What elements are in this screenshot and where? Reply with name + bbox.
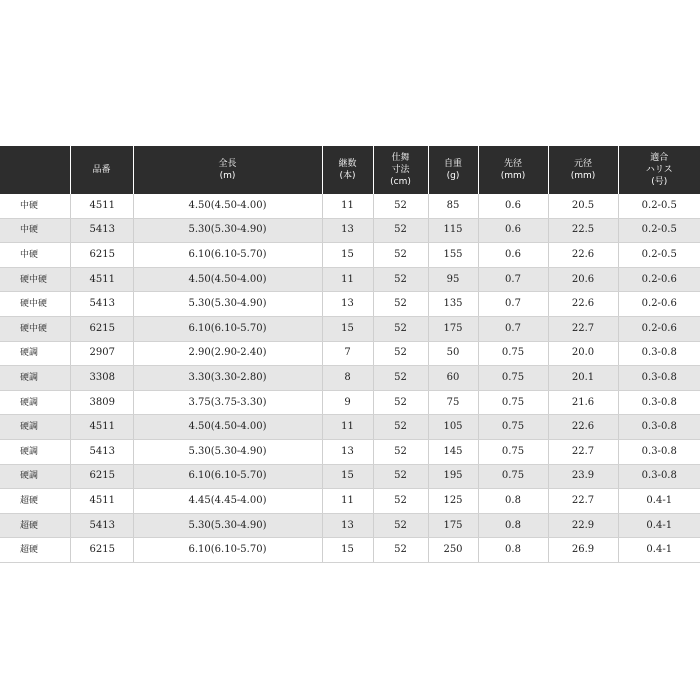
table-row [0, 194, 700, 218]
column-header-sections [322, 146, 373, 194]
column-header-label: 仕舞 [391, 153, 410, 163]
table-row [0, 316, 700, 341]
cell-butt-diameter: 22.7 [548, 316, 618, 341]
cell-total-length: 4.50(4.50-4.00) [133, 267, 322, 292]
cell-total-length: 5.30(5.30-4.90) [133, 513, 322, 538]
cell-model-code: 3308 [70, 366, 133, 391]
cell-line-rating: 0.2-0.5 [618, 243, 700, 268]
table-row [0, 513, 700, 538]
cell-sections: 9 [322, 390, 373, 415]
cell-sections: 11 [322, 267, 373, 292]
cell-butt-diameter: 23.9 [548, 464, 618, 489]
cell-total-length: 4.50(4.50-4.00) [133, 194, 322, 218]
column-header-butt-diameter [548, 146, 618, 194]
cell-sections: 15 [322, 464, 373, 489]
table-row [0, 243, 700, 268]
cell-line-rating: 0.3-0.8 [618, 341, 700, 366]
cell-line-rating: 0.4-1 [618, 513, 700, 538]
cell-total-length: 6.10(6.10-5.70) [133, 243, 322, 268]
column-header-label: 自重 [443, 159, 462, 169]
cell-model-code: 4511 [70, 415, 133, 440]
cell-model-code: 6215 [70, 538, 133, 563]
cell-butt-diameter: 22.6 [548, 243, 618, 268]
cell-sections: 11 [322, 415, 373, 440]
cell-butt-diameter: 22.6 [548, 292, 618, 317]
cell-total-length: 6.10(6.10-5.70) [133, 538, 322, 563]
header-row [0, 146, 700, 194]
cell-tip-diameter: 0.8 [478, 513, 548, 538]
spec-table [0, 146, 700, 563]
cell-sections: 13 [322, 218, 373, 243]
cell-grade: 中硬 [0, 218, 70, 243]
table-row [0, 341, 700, 366]
cell-sections: 11 [322, 194, 373, 218]
cell-tip-diameter: 0.7 [478, 267, 548, 292]
cell-line-rating: 0.4-1 [618, 538, 700, 563]
cell-grade: 硬中硬 [0, 292, 70, 317]
cell-butt-diameter: 20.6 [548, 267, 618, 292]
column-header-closed-length [373, 146, 428, 194]
cell-closed-length: 52 [373, 243, 428, 268]
cell-weight: 105 [428, 415, 478, 440]
column-header-label: 寸法 [391, 165, 410, 175]
cell-line-rating: 0.2-0.6 [618, 267, 700, 292]
cell-model-code: 5413 [70, 292, 133, 317]
cell-grade: 超硬 [0, 513, 70, 538]
cell-butt-diameter: 20.1 [548, 366, 618, 391]
column-header-label: 先径 [503, 159, 522, 169]
cell-sections: 7 [322, 341, 373, 366]
cell-grade: 硬調 [0, 464, 70, 489]
cell-closed-length: 52 [373, 341, 428, 366]
cell-weight: 155 [428, 243, 478, 268]
cell-model-code: 3809 [70, 390, 133, 415]
cell-line-rating: 0.3-0.8 [618, 390, 700, 415]
cell-model-code: 5413 [70, 513, 133, 538]
column-header-total-length [133, 146, 322, 194]
column-header-label: (g) [446, 171, 460, 181]
cell-total-length: 3.30(3.30-2.80) [133, 366, 322, 391]
cell-butt-diameter: 22.7 [548, 489, 618, 514]
cell-model-code: 2907 [70, 341, 133, 366]
cell-line-rating: 0.4-1 [618, 489, 700, 514]
cell-closed-length: 52 [373, 316, 428, 341]
cell-grade: 超硬 [0, 538, 70, 563]
cell-butt-diameter: 22.7 [548, 439, 618, 464]
cell-weight: 85 [428, 194, 478, 218]
cell-tip-diameter: 0.6 [478, 194, 548, 218]
column-header-label: (本) [339, 171, 356, 181]
cell-line-rating: 0.2-0.5 [618, 194, 700, 218]
column-header-label: (号) [651, 177, 668, 187]
cell-weight: 50 [428, 341, 478, 366]
cell-line-rating: 0.3-0.8 [618, 464, 700, 489]
cell-tip-diameter: 0.75 [478, 390, 548, 415]
cell-sections: 15 [322, 243, 373, 268]
cell-weight: 135 [428, 292, 478, 317]
cell-sections: 15 [322, 538, 373, 563]
cell-butt-diameter: 22.9 [548, 513, 618, 538]
table-header [0, 146, 700, 194]
cell-closed-length: 52 [373, 267, 428, 292]
table-row [0, 415, 700, 440]
cell-grade: 硬調 [0, 341, 70, 366]
cell-tip-diameter: 0.6 [478, 218, 548, 243]
cell-line-rating: 0.3-0.8 [618, 366, 700, 391]
column-header-label: (mm) [570, 171, 596, 181]
cell-grade: 硬調 [0, 415, 70, 440]
cell-grade: 硬中硬 [0, 267, 70, 292]
cell-weight: 145 [428, 439, 478, 464]
column-header-line-rating [618, 146, 700, 194]
cell-model-code: 5413 [70, 218, 133, 243]
cell-weight: 75 [428, 390, 478, 415]
table-row [0, 218, 700, 243]
cell-closed-length: 52 [373, 464, 428, 489]
cell-sections: 13 [322, 513, 373, 538]
column-header-label: ハリス [645, 165, 673, 175]
column-header-model-code [70, 146, 133, 194]
column-header-label: 元径 [573, 159, 592, 169]
cell-grade: 中硬 [0, 243, 70, 268]
cell-butt-diameter: 26.9 [548, 538, 618, 563]
cell-sections: 13 [322, 439, 373, 464]
cell-tip-diameter: 0.75 [478, 341, 548, 366]
cell-total-length: 4.50(4.50-4.00) [133, 415, 322, 440]
cell-grade: 硬調 [0, 390, 70, 415]
cell-butt-diameter: 22.6 [548, 415, 618, 440]
cell-total-length: 5.30(5.30-4.90) [133, 439, 322, 464]
column-header-label: 適合 [650, 153, 669, 163]
cell-weight: 60 [428, 366, 478, 391]
cell-closed-length: 52 [373, 366, 428, 391]
cell-grade: 硬調 [0, 439, 70, 464]
cell-model-code: 6215 [70, 243, 133, 268]
table-row [0, 464, 700, 489]
table-body [0, 194, 700, 562]
cell-weight: 175 [428, 316, 478, 341]
cell-tip-diameter: 0.75 [478, 464, 548, 489]
cell-line-rating: 0.2-0.6 [618, 316, 700, 341]
cell-total-length: 5.30(5.30-4.90) [133, 292, 322, 317]
cell-tip-diameter: 0.7 [478, 316, 548, 341]
cell-weight: 175 [428, 513, 478, 538]
cell-tip-diameter: 0.75 [478, 366, 548, 391]
cell-closed-length: 52 [373, 439, 428, 464]
table-row [0, 292, 700, 317]
cell-tip-diameter: 0.8 [478, 489, 548, 514]
cell-closed-length: 52 [373, 390, 428, 415]
cell-butt-diameter: 21.6 [548, 390, 618, 415]
column-header-label: 品番 [92, 165, 111, 175]
column-header-weight [428, 146, 478, 194]
cell-grade: 中硬 [0, 194, 70, 218]
cell-model-code: 4511 [70, 489, 133, 514]
cell-closed-length: 52 [373, 194, 428, 218]
cell-tip-diameter: 0.7 [478, 292, 548, 317]
cell-weight: 125 [428, 489, 478, 514]
cell-weight: 95 [428, 267, 478, 292]
cell-butt-diameter: 20.5 [548, 194, 618, 218]
cell-tip-diameter: 0.75 [478, 439, 548, 464]
cell-grade: 硬調 [0, 366, 70, 391]
column-header-label: (cm) [390, 177, 411, 187]
cell-tip-diameter: 0.6 [478, 243, 548, 268]
table-row [0, 538, 700, 563]
cell-total-length: 3.75(3.75-3.30) [133, 390, 322, 415]
cell-line-rating: 0.2-0.5 [618, 218, 700, 243]
table-row [0, 489, 700, 514]
cell-total-length: 6.10(6.10-5.70) [133, 316, 322, 341]
table-row [0, 390, 700, 415]
cell-total-length: 5.30(5.30-4.90) [133, 218, 322, 243]
cell-model-code: 5413 [70, 439, 133, 464]
cell-grade: 硬中硬 [0, 316, 70, 341]
cell-weight: 250 [428, 538, 478, 563]
cell-weight: 115 [428, 218, 478, 243]
cell-grade: 超硬 [0, 489, 70, 514]
column-header-label: 全長 [218, 159, 237, 169]
cell-butt-diameter: 20.0 [548, 341, 618, 366]
cell-line-rating: 0.2-0.6 [618, 292, 700, 317]
cell-tip-diameter: 0.8 [478, 538, 548, 563]
cell-sections: 11 [322, 489, 373, 514]
cell-tip-diameter: 0.75 [478, 415, 548, 440]
table-row [0, 366, 700, 391]
cell-sections: 8 [322, 366, 373, 391]
cell-closed-length: 52 [373, 538, 428, 563]
column-header-label: (m) [219, 171, 236, 181]
cell-weight: 195 [428, 464, 478, 489]
cell-closed-length: 52 [373, 218, 428, 243]
column-header-label: 継数 [338, 159, 357, 169]
cell-closed-length: 52 [373, 513, 428, 538]
cell-model-code: 6215 [70, 316, 133, 341]
table-row [0, 267, 700, 292]
cell-sections: 15 [322, 316, 373, 341]
cell-total-length: 2.90(2.90-2.40) [133, 341, 322, 366]
column-header-label: (mm) [500, 171, 526, 181]
cell-model-code: 6215 [70, 464, 133, 489]
cell-closed-length: 52 [373, 292, 428, 317]
cell-line-rating: 0.3-0.8 [618, 415, 700, 440]
column-header-tip-diameter [478, 146, 548, 194]
cell-closed-length: 52 [373, 415, 428, 440]
cell-total-length: 6.10(6.10-5.70) [133, 464, 322, 489]
cell-total-length: 4.45(4.45-4.00) [133, 489, 322, 514]
cell-closed-length: 52 [373, 489, 428, 514]
cell-sections: 13 [322, 292, 373, 317]
cell-butt-diameter: 22.5 [548, 218, 618, 243]
table-row [0, 439, 700, 464]
column-header-grade [0, 146, 70, 194]
cell-line-rating: 0.3-0.8 [618, 439, 700, 464]
cell-model-code: 4511 [70, 194, 133, 218]
cell-model-code: 4511 [70, 267, 133, 292]
